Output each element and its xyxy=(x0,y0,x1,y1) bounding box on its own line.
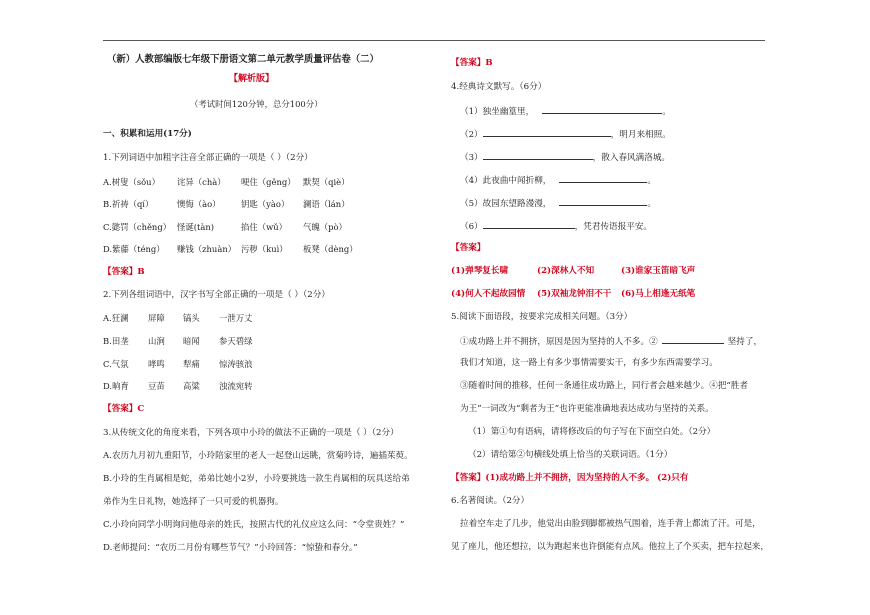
q4-answer-label: 【答案】 xyxy=(451,243,486,253)
q3-stem: 3.从传统文化的角度来看，下列各项中小玲的做法不正确的一项是（ ）（2分） xyxy=(103,428,399,438)
q4-blank-6[interactable] xyxy=(483,219,575,229)
q5-sub1: （1）第①句有语病，请将修改后的句子写在下面空白处。（2分） xyxy=(468,427,716,437)
q2-option-a1: A.狂澜 xyxy=(103,313,129,323)
q3-option-a: A.农历九月初九重阳节，小玲陪家里的老人一起登山远眺，赏菊吟诗，遍插茱萸。 xyxy=(103,451,413,461)
q4-answer-4: (4)何人不起故园情 xyxy=(451,289,526,299)
q2-option-c4: 惊涛骇浪 xyxy=(219,359,253,369)
header-rule xyxy=(103,40,765,41)
q4-blank-1[interactable] xyxy=(542,104,662,114)
q2-answer: 【答案】C xyxy=(103,404,145,414)
paper-title: （新）人教部编版七年级下册语文第二单元教学质量评估卷（二） xyxy=(107,54,379,65)
q3-option-b-cont: 弟作为生日礼物，她选择了一只可爱的机器狗。 xyxy=(103,497,284,507)
q2-option-d2: 豆苗 xyxy=(148,381,165,391)
q5-sub2: （2）请给第②句横线处填上恰当的关联词语。（1分） xyxy=(468,450,673,460)
q6-passage-line1: 拉着空车走了几步，他觉出由脸到脚都被热气围着，连手背上都流了汗。可是， xyxy=(460,519,761,529)
q5-para2: ③随着时间的推移，任何一条通往成功路上，同行者会越来越少。④把“胜者 xyxy=(460,381,748,391)
q4-stem: 4.经典诗文默写。（6分） xyxy=(451,82,547,92)
q2-stem: 2.下列各组词语中，汉字书写全部正确的一项是（ ）（2分） xyxy=(103,290,330,300)
q4-blank-3[interactable] xyxy=(483,150,593,160)
q1-option-d4: 板凳（dèng） xyxy=(303,244,358,254)
q1-stem: 1.下列词语中加粗字注音全部正确的一项是（ ）（2分） xyxy=(103,153,313,163)
q3-option-b: B.小玲的生肖属相是蛇，弟弟比她小2岁，小玲要挑选一款生肖属相的玩具送给弟 xyxy=(103,474,410,484)
q4-blank-5[interactable] xyxy=(559,196,647,206)
q2-option-a3: 镐头 xyxy=(183,313,200,323)
q1-answer: 【答案】B xyxy=(103,267,145,277)
q2-option-c2: 哮鸣 xyxy=(148,359,165,369)
q2-option-b4: 参天碧绿 xyxy=(219,336,253,346)
q4-item-1: （1）独坐幽篁里， 。 xyxy=(460,104,671,118)
q1-option-d1: D.紫藤（téng） xyxy=(103,244,165,254)
q2-option-c1: C.气氛 xyxy=(103,359,129,369)
q6-passage-line2: 见了座儿，他还想拉，以为跑起来也许倒能有点风。他拉上了个买卖，把车拉起来， xyxy=(451,542,769,552)
q3-option-c: C.小玲向同学小明询问他母亲的姓氏，按照古代的礼仪应这么问：“令堂贵姓？” xyxy=(103,520,405,530)
q3-option-d: D.老师提问：“农历二月份有哪些节气？”小玲回答：“惊蛰和春分。” xyxy=(103,543,358,553)
q1-option-b3: 钥匙（yào） xyxy=(241,199,290,209)
exam-info: （考试时间120分钟，总分100分） xyxy=(190,99,323,109)
q1-option-a1: A.树叟（sǒu） xyxy=(103,177,160,187)
q5-stem: 5.阅读下面语段，按要求完成相关问题。（3分） xyxy=(451,312,633,322)
q5-para1: ①成功路上并不拥挤，原因是因为坚持的人不多。② 坚持了， xyxy=(460,334,762,348)
q1-option-a4: 默契（qiè） xyxy=(303,177,350,187)
q2-option-b1: B.田垄 xyxy=(103,336,129,346)
q5-answer: 【答案】(1)成功路上并不拥挤，因为坚持的人不多。 (2)只有 xyxy=(451,473,689,483)
q4-blank-4[interactable] xyxy=(559,173,647,183)
section-heading: 一、积累和运用(17分) xyxy=(103,129,192,139)
q1-option-b4: 澜语（lán） xyxy=(303,199,350,209)
q4-answer-1: (1)弹琴复长啸 xyxy=(451,266,509,276)
q1-option-b2: 懊悔（ào） xyxy=(177,199,221,209)
q6-stem: 6.名著阅读。（2分） xyxy=(451,496,530,506)
q4-item-6: （6） ，凭君传语报平安。 xyxy=(460,219,652,233)
q4-item-3: （3） ，散入春风满洛城。 xyxy=(460,150,670,164)
q1-option-c3: 掐住（wǔ） xyxy=(241,222,288,232)
q2-option-a4: 一泄万丈 xyxy=(219,313,253,323)
q1-option-d3: 污秽（kuì） xyxy=(241,244,288,254)
q1-option-a3: 哽住（gěng） xyxy=(241,177,296,187)
q1-option-a2: 诧异（chà） xyxy=(177,177,226,187)
paper-subtitle: 【解析版】 xyxy=(229,74,275,84)
q4-answer-6: (6)马上相逢无纸笔 xyxy=(621,289,696,299)
q4-item-2: （2） ，明月来相照。 xyxy=(460,127,671,141)
q4-answer-2: (2)深林人不知 xyxy=(537,266,595,276)
q1-option-c1: C.懿罚（chěng） xyxy=(103,222,172,232)
q4-blank-2[interactable] xyxy=(483,127,611,137)
q2-option-d4: 浊流宛转 xyxy=(219,381,253,391)
q2-option-d3: 高粱 xyxy=(183,381,200,391)
q4-answer-3: (3)谁家玉笛暗飞声 xyxy=(621,266,696,276)
q1-option-c4: 气魄（pò） xyxy=(303,222,347,232)
q1-option-b1: B.祈祷（qí） xyxy=(103,199,154,209)
q2-option-b3: 暗闻 xyxy=(183,336,200,346)
q2-option-a2: 屏障 xyxy=(148,313,165,323)
q3-answer: 【答案】B xyxy=(451,58,493,68)
q4-item-5: （5）故园东望路漫漫， 。 xyxy=(460,196,656,210)
q2-option-c3: 犁痛 xyxy=(183,359,200,369)
q1-option-d2: 赚钱（zhuàn） xyxy=(177,244,237,254)
q2-option-d1: D.晌育 xyxy=(103,381,129,391)
q5-para1-cont: 我们才知道，这一路上有多少事情需要实干，有多少东西需要学习。 xyxy=(460,358,718,368)
q4-answer-5: (5)双袖龙钟泪不干 xyxy=(537,289,612,299)
q5-blank[interactable] xyxy=(662,334,724,344)
q4-item-4: （4）此夜曲中闻折柳， 。 xyxy=(460,173,656,187)
q1-option-c2: 怪诞(tàn) xyxy=(177,222,215,232)
q5-para2-cont: 为王”一词改为“剩者为王”也许更能准确地表达成功与坚持的关系。 xyxy=(460,404,714,414)
q2-option-b2: 山涧 xyxy=(148,336,165,346)
